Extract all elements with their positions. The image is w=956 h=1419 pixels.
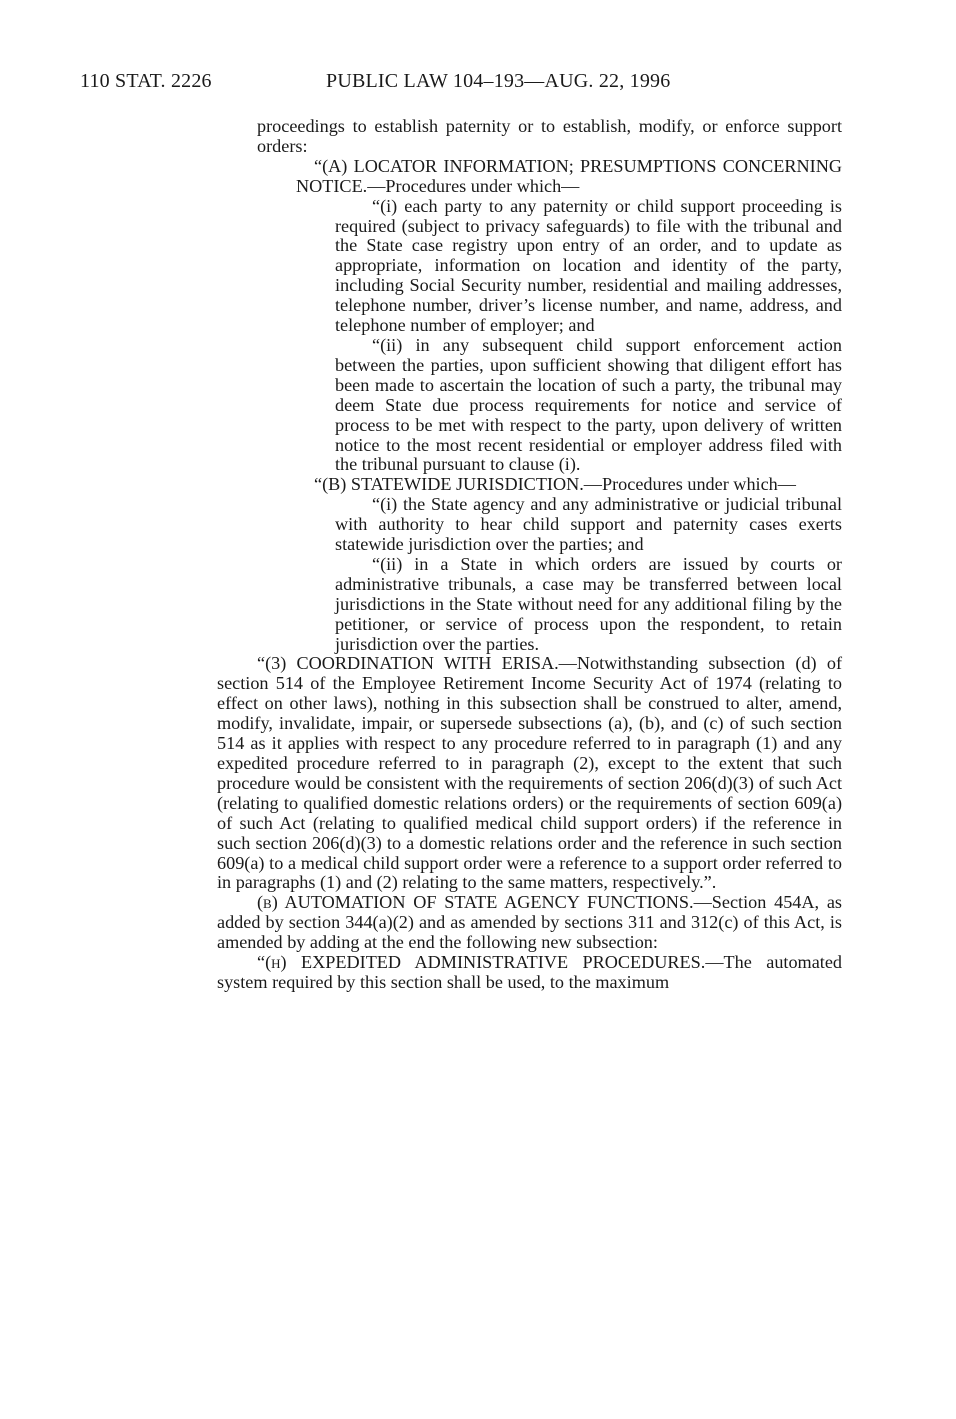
subsection-b	[217, 893, 842, 953]
subparagraph-B	[296, 475, 842, 495]
paragraph-3-text: Notwithstanding subsection (d) of section 514 of the Employee Retirement Income Security Act of 1974 (relating to effect on other laws), nothing in this subsection shall be construed to alter, amend, modify, invalidate, impair, or supersede subsections (a), (b), and (c) of such section 514 as it applies with respect to any procedure referred to in paragraph (1) and any expedited procedure referred to in paragraph (2), except to the extent that such procedure would be consistent with the requirements of section 206(d)(3) of such Act (relating to qualified domestic relations orders) or the requirements of section 609(a) of such Act (relating to qualified medical child support orders) if the reference in such section 206(d)(3) to a domestic relations order and the reference in such section 609(a) to a medical child support order were a reference to a support order referred to in paragraphs (1) and (2) relating to the same matters, respectively.”.	[217, 653, 842, 893]
subparagraph-B-heading: “(B) STATEWIDE JURISDICTION.—	[314, 474, 602, 495]
public-law-citation: PUBLIC LAW 104–193—AUG. 22, 1996	[326, 70, 671, 92]
paragraph-3	[217, 654, 842, 893]
subsection-b-text: Section 454A, as added by section 344(a)(2) and as amended by sections 311 and 312(c) of this Act, is amended by adding at the end the following new subsection:	[217, 892, 842, 953]
stat-citation: 110 STAT. 2226	[80, 70, 212, 92]
page-header	[80, 70, 880, 96]
subparagraph-B-text: Procedures under which—	[602, 474, 796, 495]
clause-A-i: “(i) each party to any paternity or child support proceeding is required (subject to privacy safeguards) to file with the tribunal and the State case registry upon entry of an order, and to update as appropriate, information on location and identity of the party, including Social Security number, residential and mailing addresses, telephone number, driver’s license number, and name, address, and telephone number of employer; and	[335, 195, 842, 336]
paragraph-continuation: proceedings to establish paternity or to establish, modify, or enforce support orders:	[257, 116, 842, 156]
document-body	[0, 117, 956, 993]
subparagraph-A	[296, 157, 842, 197]
subparagraph-A-heading: “(A) LOCATOR INFORMATION; PRESUMPTIONS CONCERNING NOTICE.—	[296, 155, 842, 196]
subsection-b-heading: (b) AUTOMATION OF STATE AGENCY FUNCTIONS.—	[257, 892, 712, 913]
subsection-h-heading: “(h) EXPEDITED ADMINISTRATIVE PROCEDURES.—	[257, 952, 724, 973]
subsection-h-text: The automated system required by this section shall be used, to the maximum	[217, 952, 843, 992]
clause-B-i: “(i) the State agency and any administrative or judicial tribunal with authority to hear child support and paternity cases exerts statewide jurisdiction over the parties; and	[335, 494, 842, 555]
subsection-h	[217, 953, 842, 993]
paragraph-3-heading: “(3) COORDINATION WITH ERISA.—	[257, 653, 577, 674]
subparagraph-A-text: Procedures under which—	[385, 175, 580, 196]
clause-B-ii: “(ii) in a State in which orders are issued by courts or administrative tribunals, a case may be transferred between local jurisdictions in the State without need for any additional filing by the petitioner, or service of process upon the respondent, to retain jurisdiction over the parties.	[335, 553, 842, 654]
clause-A-ii: “(ii) in any subsequent child support enforcement action between the parties, upon sufficient showing that diligent effort has been made to ascertain the location of such a party, the tribunal may deem State due process requirements for notice and service of process to be met with respect to the party, upon delivery of written notice to the most recent residential or employer address filed with the tribunal pursuant to clause (i).	[335, 334, 842, 475]
